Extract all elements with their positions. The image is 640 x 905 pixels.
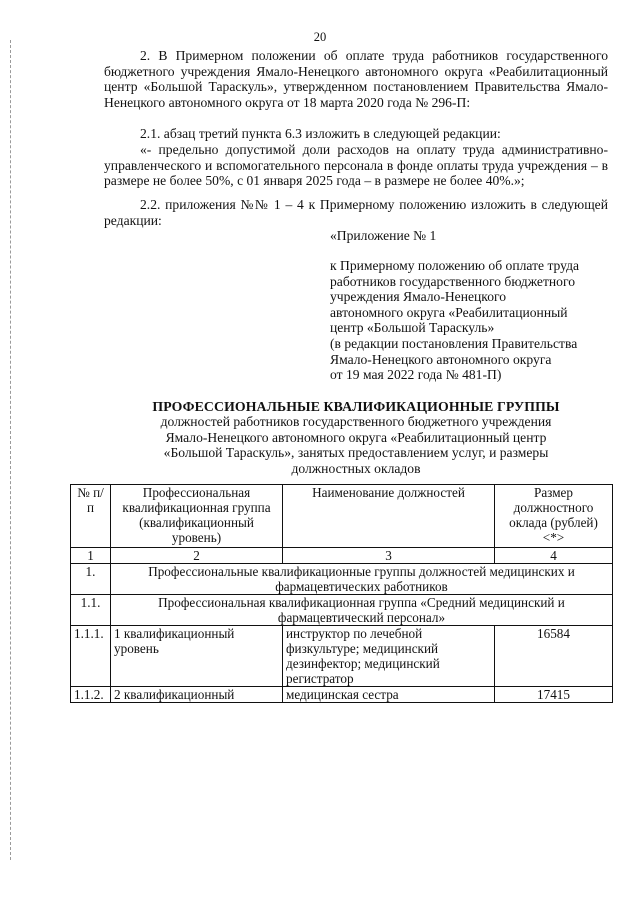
table-column-numbers-row [71,548,613,564]
row-level: 2 квалификационный [111,687,283,703]
paragraph-quote: «- предельно допустимой доли расходов на оплату труда административно-управленческого и вспомогательного персонала в фонде оплаты труда учреждения – в размере не более 50%, с 01 января 2025 года – в размере не более 40%.»; [104,142,608,189]
row-positions: инструктор по лечебной физкультуре; медицинский дезинфектор; медицинский регистратор [283,626,495,687]
section-title: Профессиональные квалификационные группы должностей медицинских и фармацевтических работников [111,564,613,595]
subheading-line: Ямало-Ненецкого автономного округа «Реабилитационный центр [165,429,547,445]
appendix-title: «Приложение № 1 [330,228,437,243]
column-number: 3 [283,548,495,564]
header-number: № п/п [71,485,111,548]
subheading-line: должностей работников государственного бюджетного учреждения [160,414,552,429]
row-salary: 17415 [495,687,613,703]
appendix-line: Ямало-Ненецкого автономного округа [330,351,552,367]
table-row [71,687,613,703]
row-number: 1.1.1. [71,626,111,687]
appendix-line: центр «Большой Тараскуль» [330,320,495,336]
table-subsection-row [71,595,613,626]
column-number: 1 [71,548,111,564]
table-section-row [71,564,613,595]
appendix-reference [330,258,620,383]
table-row [71,626,613,687]
appendix-line: автономного округа «Реабилитационный [330,304,568,320]
row-positions: медицинская сестра [283,687,495,703]
paragraph-2-2: 2.2. приложения №№ 1 – 4 к Примерному положению изложить в следующей редакции: [104,197,608,228]
row-level: 1 квалификационный уровень [111,626,283,687]
page-number: 20 [313,30,327,44]
section-number: 1. [71,564,111,595]
column-number: 4 [495,548,613,564]
appendix-line: (в редакции постановления Правительства [330,335,578,351]
appendix-line: работников государственного бюджетного [330,273,576,289]
row-number: 1.1.2. [71,687,111,703]
qualification-table [70,484,613,703]
table-header-row [71,485,613,548]
header-positions: Наименование должностей [283,485,495,548]
margin-line [10,40,11,860]
column-number: 2 [111,548,283,564]
document-subheading [104,414,608,476]
appendix-line: учреждения Ямало-Ненецкого [330,289,507,305]
paragraph-2: 2. В Примерном положении об оплате труда работников государственного бюджетного учреждения Ямало-Ненецкого автономного округа «Реабилитационный центр «Большой Тараскуль», утвержденном постановлением Правительства Ямало-Ненецкого автономного округа от 18 марта 2020 года № 296-П: [104,48,608,110]
appendix-line: от 19 мая 2022 года № 481-П) [330,367,502,383]
subheading-line: должностных окладов [291,460,421,476]
appendix-line: к Примерному положению об оплате труда [330,258,580,273]
subheading-line: «Большой Тараскуль», занятых предоставлением услуг, и размеры [163,445,549,461]
subsection-number: 1.1. [71,595,111,626]
header-group: Профессиональная квалификационная группа (квалификационный уровень) [111,485,283,548]
row-salary: 16584 [495,626,613,687]
paragraph-2-1: 2.1. абзац третий пункта 6.3 изложить в следующей редакции: [140,126,501,141]
document-heading: ПРОФЕССИОНАЛЬНЫЕ КВАЛИФИКАЦИОННЫЕ ГРУППЫ [152,399,560,414]
subsection-title: Профессиональная квалификационная группа «Средний медицинский и фармацевтический персонал» [111,595,613,626]
header-salary: Размер должностного оклада (рублей) <*> [495,485,613,548]
